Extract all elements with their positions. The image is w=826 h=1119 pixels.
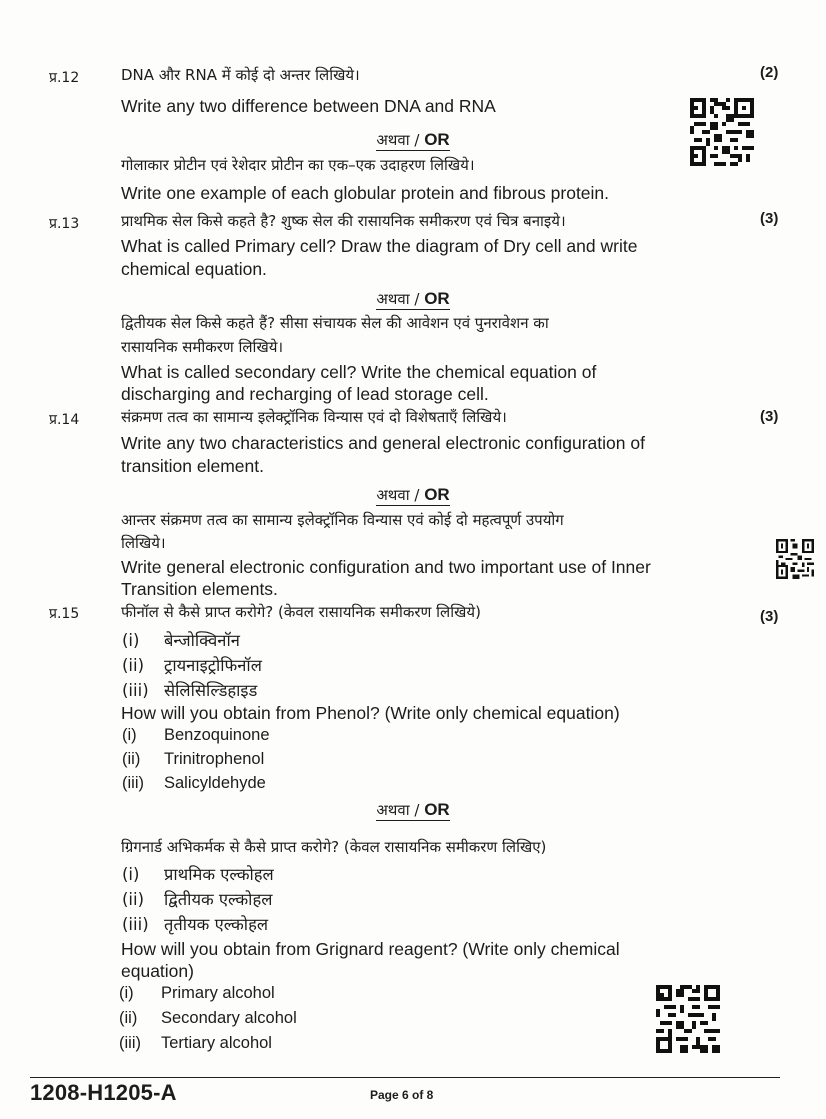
page-number: Page 6 of 8 xyxy=(370,1088,434,1102)
footer-rule xyxy=(30,1077,780,1078)
or-divider-q14: अथवा / OR xyxy=(376,485,450,504)
qr-code-icon xyxy=(656,985,720,1053)
q12-hindi: DNA और RNA में कोई दो अन्तर लिखिये। xyxy=(121,66,360,84)
qr-code-icon xyxy=(776,539,814,579)
list-item: (iii) सेलिसिल्डिहाइड xyxy=(122,681,258,700)
q12-alt-hindi: गोलाकार प्रोटीन एवं रेशेदार प्रोटीन का एक–एक उदाहरण लिखिये। xyxy=(121,156,475,174)
q13-hindi: प्राथमिक सेल किसे कहते है? शुष्क सेल की रासायनिक समीकरण एवं चित्र बनाइये। xyxy=(121,212,566,230)
list-item: (i) Primary alcohol xyxy=(119,984,275,1002)
question-number-13: प्र.13 xyxy=(49,216,80,232)
q13-english-2: chemical equation. xyxy=(121,259,267,279)
marks-q13: (3) xyxy=(760,210,779,227)
list-item: (ii) Trinitrophenol xyxy=(122,750,265,768)
q12-alt-english: Write one example of each globular protein and fibrous protein. xyxy=(121,183,610,203)
list-item: (i) प्राथमिक एल्कोहल xyxy=(122,865,274,884)
list-item: (i) Benzoquinone xyxy=(122,726,270,744)
or-hindi: अथवा xyxy=(376,290,410,308)
or-english: OR xyxy=(424,800,450,819)
question-number-15: प्र.15 xyxy=(49,606,80,622)
list-item: (ii) ट्रायनाइट्रोफिनॉल xyxy=(122,656,262,675)
q14-alt-english-1: Write general electronic configuration and two important use of Inner xyxy=(121,557,651,577)
q13-alt-english-1: What is called secondary cell? Write the chemical equation of xyxy=(121,362,597,382)
list-item: (i) बेन्जोक्विनॉन xyxy=(122,631,240,650)
q15-alt-english-1: How will you obtain from Grignard reagent? (Write only chemical xyxy=(121,939,620,959)
list-item: (iii) Tertiary alcohol xyxy=(119,1034,272,1052)
or-divider-q15: अथवा / OR xyxy=(376,800,450,819)
or-hindi: अथवा xyxy=(376,801,410,819)
marks-q14: (3) xyxy=(760,408,779,425)
q14-alt-english-2: Transition elements. xyxy=(121,579,278,599)
q13-alt-hindi-1: द्वितीयक सेल किसे कहते हैं? सीसा संचायक सेल की आवेशन एवं पुनरावेशन का xyxy=(121,314,549,332)
question-number-14: प्र.14 xyxy=(49,412,80,428)
or-hindi: अथवा xyxy=(376,131,410,149)
q13-alt-hindi-2: रासायनिक समीकरण लिखिये। xyxy=(121,338,284,356)
or-hindi: अथवा xyxy=(376,486,410,504)
q14-alt-hindi-2: लिखिये। xyxy=(121,534,166,552)
marks-q15: (3) xyxy=(760,608,779,625)
q15-english: How will you obtain from Phenol? (Write only chemical equation) xyxy=(121,703,620,723)
q15-alt-hindi: ग्रिगनार्ड अभिकर्मक से कैसे प्राप्त करोगे? (केवल रासायनिक समीकरण लिखिए) xyxy=(121,838,547,856)
or-divider-q12: अथवा / OR xyxy=(376,130,450,149)
list-item: (iii) Salicyldehyde xyxy=(122,774,266,792)
qr-code-icon xyxy=(690,97,754,167)
or-english: OR xyxy=(424,289,450,308)
q12-english: Write any two difference between DNA and RNA xyxy=(121,96,496,116)
or-english: OR xyxy=(424,485,450,504)
q13-alt-english-2: discharging and recharging of lead storage cell. xyxy=(121,384,489,404)
q14-hindi: संक्रमण तत्व का सामान्य इलेक्ट्रॉनिक विन्यास एवं दो विशेषताएँ लिखिये। xyxy=(121,408,507,426)
q14-english-1: Write any two characteristics and general electronic configuration of xyxy=(121,433,645,453)
list-item: (iii) तृतीयक एल्कोहल xyxy=(122,915,269,934)
or-english: OR xyxy=(424,130,450,149)
q13-english-1: What is called Primary cell? Draw the diagram of Dry cell and write xyxy=(121,236,638,256)
q14-english-2: transition element. xyxy=(121,456,264,476)
list-item: (ii) Secondary alcohol xyxy=(119,1009,297,1027)
marks-q12: (2) xyxy=(760,64,779,81)
q15-alt-english-2: equation) xyxy=(121,961,194,981)
list-item: (ii) द्वितीयक एल्कोहल xyxy=(122,890,273,909)
or-divider-q13: अथवा / OR xyxy=(376,289,450,308)
q14-alt-hindi-1: आन्तर संक्रमण तत्व का सामान्य इलेक्ट्रॉनिक विन्यास एवं कोई दो महत्वपूर्ण उपयोग xyxy=(121,511,564,529)
question-number-12: प्र.12 xyxy=(49,70,80,86)
q15-hindi: फीनॉल से कैसे प्राप्त करोगे? (केवल रासायनिक समीकरण लिखिये) xyxy=(121,603,481,621)
paper-code: 1208-H1205-A xyxy=(30,1080,177,1105)
